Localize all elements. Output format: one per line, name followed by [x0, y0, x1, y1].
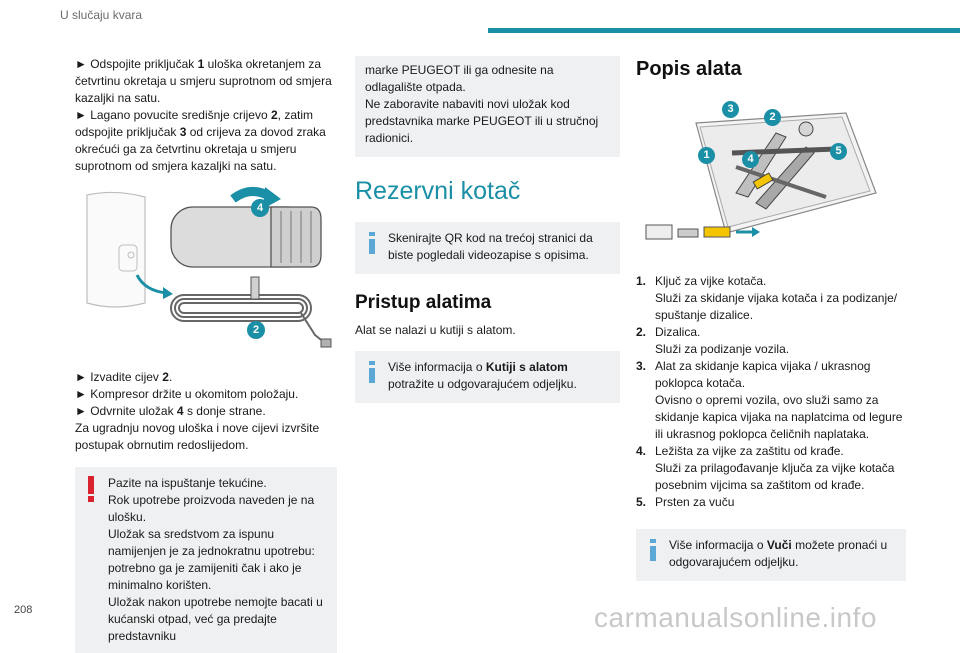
text-run: . [168, 370, 173, 384]
warning-text: marke PEUGEOT ili ga odnesite na odlagalište otpada. [365, 63, 554, 94]
bold-ref: 3 [179, 125, 187, 139]
tool-list [636, 273, 906, 511]
section-title: Rezervni kotač [355, 177, 521, 205]
text-run: ► Kompresor držite u okomitom položaju. [75, 387, 299, 401]
tool-kit-illustration [636, 93, 898, 253]
column-middle [355, 56, 620, 403]
warning-text: Ne zaboravite nabaviti novi uložak kod predstavnika marke PEUGEOT ili u stručnoj radionici. [365, 97, 599, 145]
text-run: s donje strane. [183, 404, 266, 418]
callout-badge: 2 [247, 321, 265, 339]
text-run: ► Izvadite cijev [75, 370, 163, 384]
watermark: carmanualsonline.info [594, 602, 877, 633]
bold-ref: 2 [162, 370, 169, 384]
info-box [355, 351, 620, 403]
text-run: , zatim odspojite priključak [75, 108, 314, 139]
info-text [669, 537, 894, 571]
list-item-title: Dizalica. [655, 325, 701, 339]
instruction-paragraph [75, 56, 337, 175]
warning-continuation-box [355, 56, 620, 157]
cartridge-drawing [75, 185, 337, 357]
text-run: ► Odspojite priključak [75, 57, 198, 71]
column-left [75, 56, 337, 653]
list-item [636, 443, 906, 494]
text-run: Za ugradnju novog uloška i nove cijevi izvršite postupak obrnutim redoslijedom. [75, 421, 320, 452]
warning-text: Uložak sa sredstvom za ispunu namijenjen je za jednokratnu upotrebu: potrebno ga je zamijeniti čak i ako je minimalno korišten. [108, 527, 315, 592]
list-item-desc: Služi za prilagođavanje ključa za vijke kotača posebnim vijcima sa zaštitom od krađe. [655, 461, 895, 492]
list-item-title: Prsten za vuču [655, 495, 735, 509]
callout-badge: 1 [698, 147, 715, 164]
list-item-title: Alat za skidanje kapica vijaka / ukrasnog poklopca kotača. [655, 359, 871, 390]
list-item-desc: Služi za podizanje vozila. [655, 342, 790, 356]
instruction-paragraph [75, 369, 337, 454]
list-item [636, 324, 906, 358]
bold-ref: Vuči [766, 538, 792, 552]
info-box [636, 529, 906, 581]
bold-ref: Kutiji s alatom [485, 360, 568, 374]
running-header: U slučaju kvara [60, 8, 143, 22]
info-icon [367, 361, 377, 383]
info-text: Skenirajte QR kod na trećoj stranici da biste pogledali videozapise s opisima. [388, 231, 593, 262]
bold-ref: 1 [197, 57, 205, 71]
text-run: Više informacija o [669, 538, 767, 552]
list-item [636, 494, 906, 511]
list-item-desc: Služi za skidanje vijaka kotača i za podizanje/ spuštanje dizalice. [655, 291, 898, 322]
warning-text: Rok upotrebe proizvoda naveden je na ulošku. [108, 493, 315, 524]
warning-icon [87, 476, 95, 502]
info-icon [367, 232, 377, 254]
text-run: potražite u odgovarajućem odjeljku. [388, 377, 577, 391]
text-run: ► Lagano povucite središnje crijevo [75, 108, 271, 122]
callout-badge: 5 [830, 143, 847, 160]
callout-badge: 4 [251, 199, 269, 217]
callout-badge: 3 [722, 101, 739, 118]
subheading: Popis alata [636, 58, 742, 80]
info-icon [648, 539, 658, 561]
callout-badge: 2 [764, 109, 781, 126]
header-accent-bar [488, 28, 960, 33]
bold-ref: 4 [176, 404, 184, 418]
list-item [636, 358, 906, 443]
column-right [636, 56, 906, 581]
list-item-title: Ključ za vijke kotača. [655, 274, 767, 288]
text-run: ► Odvrnite uložak [75, 404, 177, 418]
body-text: Alat se nalazi u kutiji s alatom. [355, 323, 516, 337]
list-item [636, 273, 906, 324]
text-run: od crijeva za dovod zraka okrećući ga za četvrtinu okretaja u smjeru suprotnom od smjera kazaljki na satu. [75, 125, 326, 173]
bold-ref: 2 [270, 108, 278, 122]
warning-text: Pazite na ispuštanje tekućine. [108, 476, 267, 490]
text-run: uloška okretanjem za četvrtinu okretaja u smjeru suprotnom od smjera kazaljki na satu. [75, 57, 332, 105]
page-number: 208 [14, 604, 33, 616]
callout-badge: 4 [742, 151, 759, 168]
list-number: 1. [636, 274, 647, 288]
qr-info-box [355, 222, 620, 274]
list-number: 2. [636, 325, 647, 339]
warning-text: Uložak nakon upotrebe nemojte bacati u kućanski otpad, već ga predajte predstavniku [108, 595, 323, 643]
compressor-cartridge-illustration [75, 185, 337, 357]
list-item-title: Ležišta za vijke za zaštitu od krađe. [655, 444, 844, 458]
list-number: 3. [636, 359, 647, 373]
info-text [388, 359, 608, 393]
text-run: možete pronaći u odgovarajućem odjeljku. [669, 538, 888, 569]
warning-box [75, 467, 337, 653]
list-item-desc: Ovisno o opremi vozila, ovo služi samo za skidanje kapica vijaka na naplatcima od legure ili ukrasnog poklopca čeličnih naplataka. [655, 393, 903, 441]
text-run: Više informacija o [388, 360, 486, 374]
list-number: 5. [636, 495, 647, 509]
list-number: 4. [636, 444, 647, 458]
subheading: Pristup alatima [355, 292, 492, 313]
